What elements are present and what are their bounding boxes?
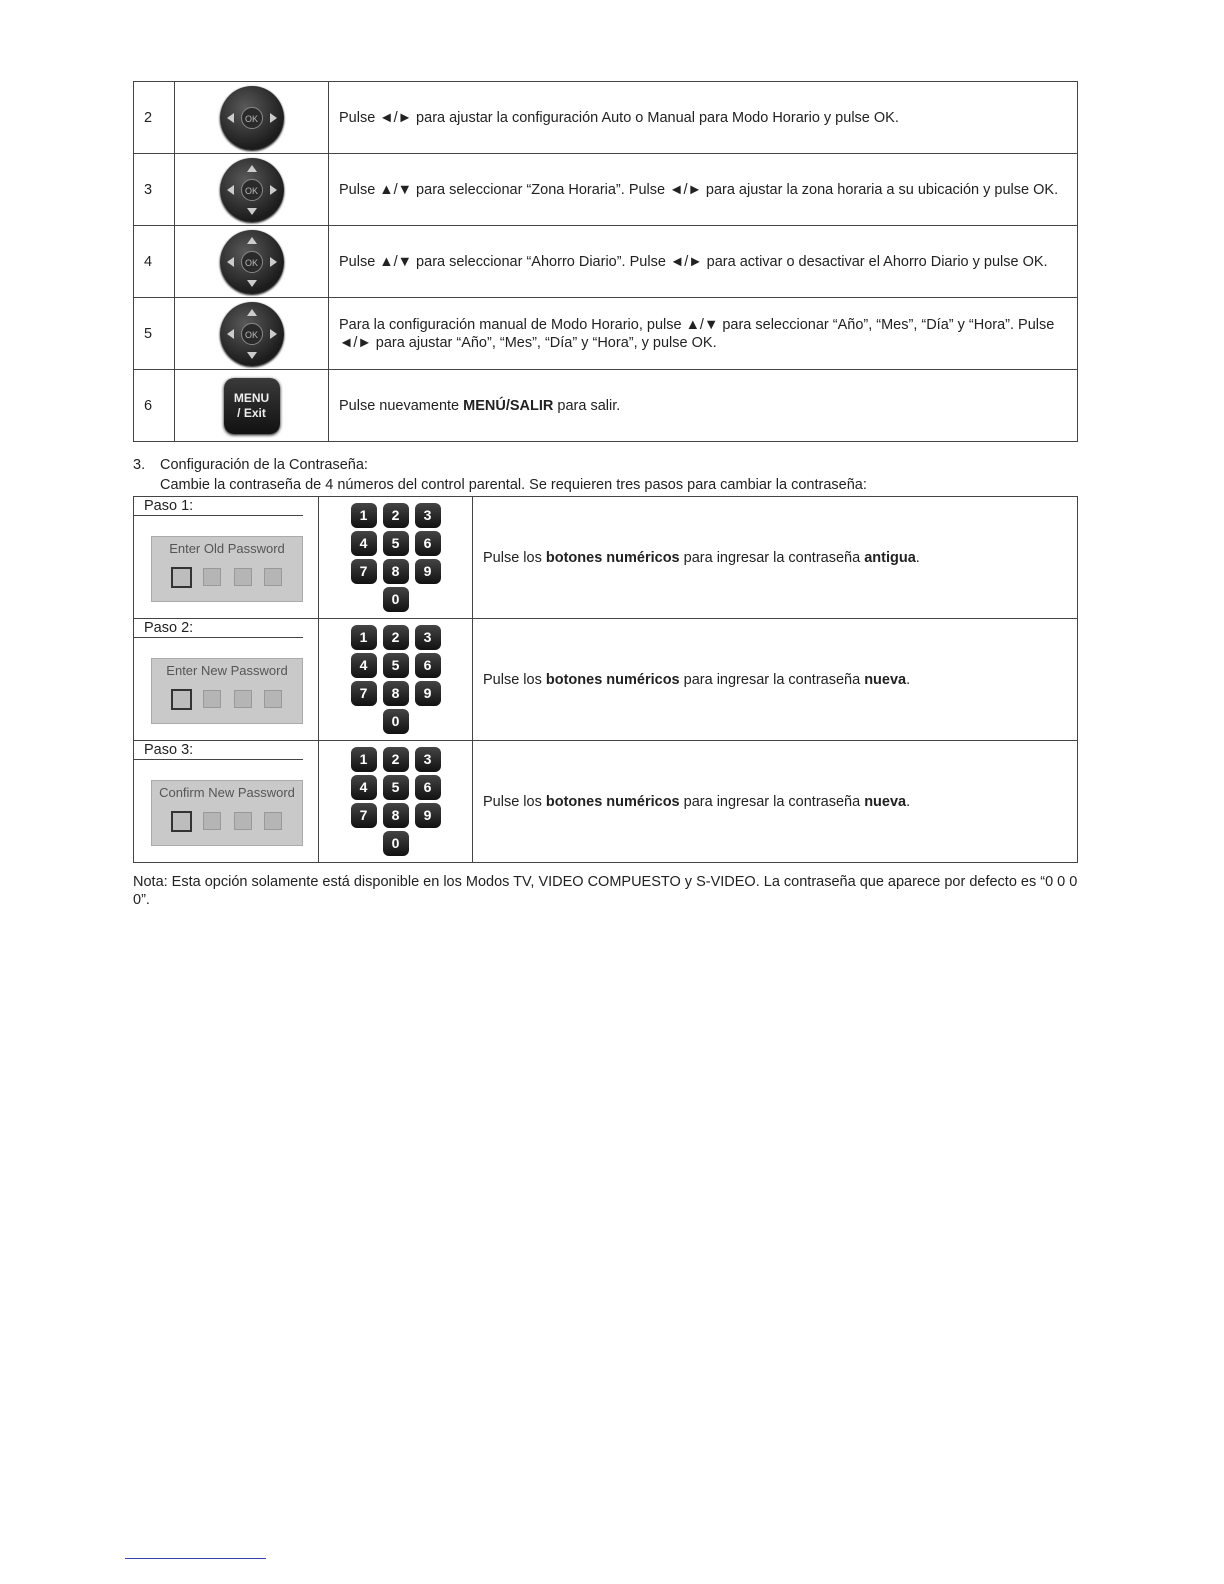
ok-button-icon: OK bbox=[241, 323, 263, 345]
step-instruction: Pulse los botones numéricos para ingresar la contraseña antigua. bbox=[473, 497, 1078, 619]
exit-label: / Exit bbox=[237, 405, 266, 420]
table-row bbox=[134, 298, 1078, 370]
step-instruction: Pulse los botones numéricos para ingresar la contraseña nueva. bbox=[473, 741, 1078, 863]
digit-box bbox=[234, 690, 252, 708]
menu-exit-icon bbox=[224, 378, 280, 434]
step-label: Paso 2: bbox=[134, 619, 303, 638]
digit-box bbox=[171, 567, 192, 588]
numeric-keypad-icon: 1 2 3 4 5 6 7 8 9 0 bbox=[351, 747, 441, 856]
digit-box bbox=[264, 812, 282, 830]
table-row bbox=[134, 370, 1078, 442]
dpad-left-right-icon bbox=[220, 86, 284, 150]
dpad-icon bbox=[220, 230, 284, 294]
step-label: Paso 3: bbox=[134, 741, 303, 760]
table-row bbox=[134, 741, 1078, 863]
dialog-title: Confirm New Password bbox=[159, 785, 295, 800]
step-number: 6 bbox=[134, 370, 175, 442]
ok-button-icon: OK bbox=[241, 179, 263, 201]
password-dialog bbox=[151, 658, 303, 724]
digit-box bbox=[234, 568, 252, 586]
step-instruction: Para la configuración manual de Modo Horario, pulse ▲/▼ para seleccionar “Año”, “Mes”, “Día” y “Hora”. Pulse ◄/► para ajustar “Año”, “Mes”, “Día” y “Hora”, y pulse OK. bbox=[329, 298, 1078, 370]
step-instruction: Pulse los botones numéricos para ingresar la contraseña nueva. bbox=[473, 619, 1078, 741]
menu-label: MENU bbox=[233, 390, 270, 405]
digit-box bbox=[171, 811, 192, 832]
digit-box bbox=[264, 690, 282, 708]
footnote-separator bbox=[125, 1558, 266, 1559]
section-heading bbox=[133, 456, 368, 474]
step-number: 5 bbox=[134, 298, 175, 370]
dialog-title: Enter Old Password bbox=[169, 541, 285, 556]
numeric-keypad-icon: 1 2 3 4 5 6 7 8 9 0 bbox=[351, 625, 441, 734]
dialog-title: Enter New Password bbox=[166, 663, 288, 678]
table-row bbox=[134, 226, 1078, 298]
step-instruction: Pulse ▲/▼ para seleccionar “Zona Horaria”. Pulse ◄/► para ajustar la zona horaria a su ubicación y pulse OK. bbox=[329, 154, 1078, 226]
step-label: Paso 1: bbox=[134, 497, 303, 516]
step-number: 4 bbox=[134, 226, 175, 298]
table-row bbox=[134, 154, 1078, 226]
table-row bbox=[134, 497, 1078, 619]
section-title: Configuración de la Contraseña: bbox=[160, 457, 368, 473]
step-number: 2 bbox=[134, 82, 175, 154]
password-dialog bbox=[151, 536, 303, 602]
digit-box bbox=[234, 812, 252, 830]
digit-box bbox=[203, 568, 221, 586]
section-description: Cambie la contraseña de 4 números del control parental. Se requieren tres pasos para cambiar la contraseña: bbox=[160, 477, 867, 493]
ok-button-icon: OK bbox=[241, 107, 263, 129]
note-text: Nota: Esta opción solamente está disponible en los Modos TV, VIDEO COMPUESTO y S-VIDEO. La contraseña que aparece por defecto es “0 0 0 0”. bbox=[133, 874, 1078, 908]
step-number: 3 bbox=[134, 154, 175, 226]
table-row bbox=[134, 619, 1078, 741]
numeric-keypad-icon: 1 2 3 4 5 6 7 8 9 0 bbox=[351, 503, 441, 612]
digit-box bbox=[171, 689, 192, 710]
digit-box bbox=[203, 812, 221, 830]
digit-box bbox=[203, 690, 221, 708]
step-instruction: Pulse ▲/▼ para seleccionar “Ahorro Diario”. Pulse ◄/► para activar o desactivar el Ahorro Diario y pulse OK. bbox=[329, 226, 1078, 298]
table-row bbox=[134, 82, 1078, 154]
password-dialog bbox=[151, 780, 303, 846]
digit-box bbox=[264, 568, 282, 586]
setup-steps-table bbox=[133, 81, 1078, 442]
step-instruction: Pulse nuevamente MENÚ/SALIR para salir. bbox=[329, 370, 1078, 442]
password-steps-table bbox=[133, 496, 1078, 863]
section-number: 3. bbox=[133, 457, 146, 473]
ok-button-icon: OK bbox=[241, 251, 263, 273]
dpad-icon bbox=[220, 158, 284, 222]
dpad-icon bbox=[220, 302, 284, 366]
step-instruction: Pulse ◄/► para ajustar la configuración Auto o Manual para Modo Horario y pulse OK. bbox=[329, 82, 1078, 154]
